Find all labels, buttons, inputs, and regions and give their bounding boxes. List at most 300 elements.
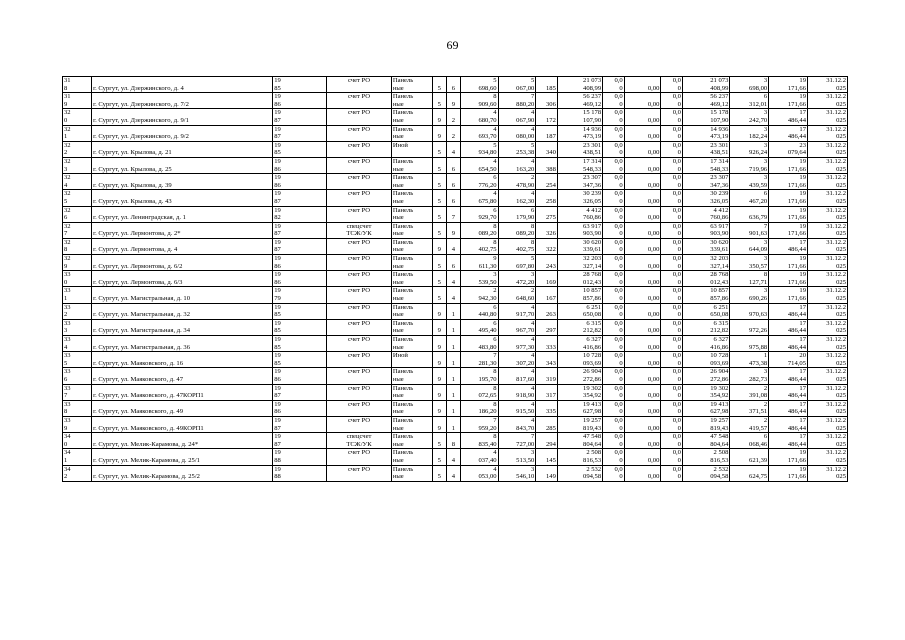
cell-text: 416,86 (710, 343, 729, 351)
cell-text: 486,44 (787, 440, 806, 448)
table-row (63, 271, 848, 287)
table-cell-apt (536, 416, 558, 432)
table-cell-g1 (682, 255, 729, 271)
table-cell-j1 (808, 433, 848, 449)
cell-text: счет РО (347, 206, 371, 214)
table-cell-g1 (682, 271, 729, 287)
cell-text: 171,66 (787, 262, 806, 270)
table-cell-mat1 (391, 141, 432, 157)
cell-text: 0 (677, 295, 681, 303)
cell-text: 15 178 (583, 109, 602, 117)
cell-text: 171,66 (787, 214, 806, 222)
cell-text: 212,82 (583, 327, 602, 335)
table-cell-n1 (63, 303, 92, 319)
cell-text: 2 (451, 116, 455, 124)
cell-text: 0 (677, 116, 681, 124)
cell-text: 025 (836, 230, 846, 238)
table-row (63, 319, 848, 335)
table-cell-j1 (808, 93, 848, 109)
cell-text: 19 (274, 449, 281, 457)
table-row (63, 255, 848, 271)
table-cell-mat1 (391, 255, 432, 271)
table-cell-b1 (498, 400, 536, 416)
cell-text: 0,00 (647, 392, 660, 400)
cell-text: 31.12.2 (826, 368, 846, 376)
table-cell-b1 (498, 93, 536, 109)
cell-text: 19 (274, 271, 281, 279)
table-cell-i1 (769, 400, 808, 416)
cell-text: 32 (64, 222, 71, 230)
cell-text: 8 (493, 384, 497, 392)
table-cell-e (624, 125, 661, 141)
cell-text: 053,00 (478, 473, 497, 481)
cell-text: 546,10 (516, 473, 535, 481)
cell-text: 880,20 (516, 100, 535, 108)
cell-text: 0,0 (672, 238, 681, 246)
cell-text: 486,44 (787, 408, 806, 416)
table-cell-e (624, 336, 661, 352)
cell-text: 6 (531, 206, 535, 214)
cell-text: 19 (274, 93, 281, 101)
cell-text: Панель (392, 190, 414, 198)
cell-text: 88 (274, 456, 281, 464)
cell-text: Иной (392, 141, 408, 149)
table-cell-b1 (498, 271, 536, 287)
cell-text: 4 412 (586, 206, 602, 214)
cell-text: 0 (619, 456, 623, 464)
table-cell-y1 (273, 255, 327, 271)
cell-text: 6 (493, 206, 497, 214)
table-cell-n1 (63, 271, 92, 287)
table-cell-y1 (273, 238, 327, 254)
table-cell-d1 (603, 238, 625, 254)
table-cell-fund (327, 222, 392, 238)
table-cell-en (446, 384, 460, 400)
cell-text: 23 301 (583, 141, 602, 149)
cell-text: 4 (493, 109, 497, 117)
cell-text: 5 (531, 141, 535, 149)
table-cell-y1 (273, 190, 327, 206)
table-cell-h1 (730, 416, 769, 432)
table-cell-d1 (603, 400, 625, 416)
table-cell-f1 (661, 206, 683, 222)
table-cell-h1 (730, 125, 769, 141)
cell-text: счет РО (347, 352, 371, 360)
cell-text: 0 (619, 214, 623, 222)
cell-text: 037,40 (478, 456, 497, 464)
cell-text (328, 149, 390, 157)
page-number: 69 (446, 38, 459, 52)
cell-text: 903,90 (710, 230, 729, 238)
table-row (63, 416, 848, 432)
cell-text: 7 (493, 352, 497, 360)
cell-text: 272,86 (583, 375, 602, 383)
cell-text: 23 (799, 141, 806, 149)
cell-text: 025 (836, 424, 846, 432)
cell-text: 32 (64, 157, 71, 165)
table-cell-j1 (808, 319, 848, 335)
cell-text: 0,0 (672, 141, 681, 149)
cell-text: счет РО (347, 336, 371, 343)
cell-text: 19 (274, 125, 281, 133)
table-cell-j1 (808, 287, 848, 303)
cell-text: 698,60 (478, 84, 497, 92)
table-cell-h1 (730, 77, 769, 93)
cell-text: 486,44 (787, 392, 806, 400)
cell-text: 5 (437, 262, 441, 270)
cell-text: 0,0 (672, 77, 681, 84)
cell-text: 0 (677, 84, 681, 92)
cell-text: 857,86 (710, 295, 729, 303)
table-cell-b1 (498, 77, 536, 93)
table-cell-apt (536, 157, 558, 173)
table-cell-g1 (682, 303, 729, 319)
cell-text: 20 (799, 352, 806, 360)
cell-text: 31.12.2 (826, 465, 846, 473)
table-cell-e (624, 352, 661, 368)
cell-text: 23 307 (583, 174, 602, 182)
table-cell-fund (327, 303, 392, 319)
cell-text (328, 263, 390, 271)
table-cell-fund (327, 174, 392, 190)
cell-text: 0 (619, 181, 623, 189)
table-cell-fl (432, 222, 446, 238)
table-cell-c1 (557, 449, 602, 465)
cell-text: 804,64 (583, 440, 602, 448)
table-cell-c1 (557, 433, 602, 449)
cell-text: 33 (64, 384, 71, 392)
table-cell-h1 (730, 368, 769, 384)
cell-text: 335 (545, 408, 556, 416)
cell-text: 19 (799, 287, 806, 295)
table-row (63, 206, 848, 222)
cell-text: 85 (274, 149, 281, 157)
cell-text: 32 (64, 206, 71, 214)
cell-text: 4 (531, 416, 535, 424)
cell-text: 650,08 (710, 311, 729, 319)
cell-text: 2 (763, 400, 768, 408)
cell-text: 4 (493, 465, 497, 473)
cell-text: 0,0 (672, 400, 681, 408)
table-cell-fl (432, 190, 446, 206)
table-cell-fl (432, 238, 446, 254)
cell-text: 0,0 (614, 400, 623, 408)
cell-text: 624,75 (749, 473, 768, 481)
table-cell-mat1 (391, 109, 432, 125)
table-cell-h1 (730, 109, 769, 125)
cell-text: ные (392, 295, 404, 303)
cell-text: счет РО (347, 303, 371, 311)
cell-text: 0,0 (614, 433, 623, 441)
cell-text: 19 (274, 303, 281, 311)
table-cell-en (446, 465, 460, 481)
cell-text: 3 (493, 271, 497, 279)
cell-text: 17 (799, 416, 806, 424)
table-cell-mat1 (391, 238, 432, 254)
cell-text: 19 413 (583, 400, 602, 408)
cell-text: 17 (799, 368, 806, 376)
cell-text: 1 (451, 327, 455, 335)
table-cell-apt (536, 77, 558, 93)
table-cell-f1 (661, 271, 683, 287)
table-cell-mat1 (391, 400, 432, 416)
cell-text: 85 (274, 343, 281, 351)
table-cell-c1 (557, 319, 602, 335)
cell-text: 31.12.2 (826, 255, 846, 263)
cell-text: 6 (493, 174, 497, 182)
cell-text: 2 508 (586, 449, 602, 457)
table-cell-address (92, 287, 273, 303)
cell-text: 87 (274, 440, 281, 448)
table-cell-b1 (498, 384, 536, 400)
table-cell-c1 (557, 109, 602, 125)
cell-text: 28 768 (583, 271, 602, 279)
cell-text: 6 251 (586, 303, 602, 311)
cell-text: 0 (677, 424, 681, 432)
table-cell-y1 (273, 109, 327, 125)
table-cell-fund (327, 125, 392, 141)
table-cell-j1 (808, 384, 848, 400)
table-cell-fl (432, 368, 446, 384)
cell-text: 8 (493, 400, 497, 408)
cell-text: 6 (493, 319, 497, 327)
table-cell-d1 (603, 157, 625, 173)
cell-text: счет РО (347, 384, 371, 392)
cell-text: 486,44 (787, 424, 806, 432)
table-cell-i1 (769, 77, 808, 93)
cell-text: 7 (451, 214, 455, 222)
table-cell-n1 (63, 93, 92, 109)
cell-text: 3 (531, 271, 535, 279)
cell-text: 19 (799, 222, 806, 230)
table-cell-c1 (557, 141, 602, 157)
table-cell-a1 (460, 77, 498, 93)
table-cell-e (624, 255, 661, 271)
cell-text: 371,51 (749, 408, 768, 416)
table-cell-apt (536, 190, 558, 206)
table-cell-i1 (769, 433, 808, 449)
cell-text: Панель (392, 174, 414, 182)
cell-text: счет РО (347, 141, 371, 149)
table-cell-mat1 (391, 368, 432, 384)
cell-text: Панель (392, 465, 414, 473)
cell-text: 169 (545, 278, 556, 286)
table-cell-mat1 (391, 336, 432, 352)
table-cell-b1 (498, 190, 536, 206)
cell-text: 408,99 (710, 84, 729, 92)
table-cell-i1 (769, 174, 808, 190)
cell-text: 3 (531, 449, 535, 457)
cell-text: 0 (677, 359, 681, 367)
cell-text: Панель (392, 271, 414, 279)
cell-text: 8 (64, 246, 68, 254)
cell-text: 31.12.2 (826, 271, 846, 279)
cell-text: 4 (531, 352, 535, 360)
cell-text: Панель (392, 93, 414, 101)
cell-text: 33 (64, 368, 71, 376)
cell-text: 7 (531, 433, 535, 441)
cell-text: 31.12.2 (826, 287, 846, 295)
cell-text: 17 (799, 433, 806, 441)
cell-text: 326,05 (583, 197, 602, 205)
cell-text: 0,00 (647, 165, 660, 173)
table-cell-g1 (682, 141, 729, 157)
cell-text: 4 (493, 157, 497, 165)
table-cell-y1 (273, 368, 327, 384)
table-cell-f1 (661, 77, 683, 93)
cell-text: счет РО (347, 77, 371, 84)
cell-text: 31.12.2 (826, 174, 846, 182)
cell-text: ные (392, 311, 404, 319)
table-row (63, 449, 848, 465)
table-cell-n1 (63, 174, 92, 190)
cell-text: 0,0 (672, 206, 681, 214)
cell-text: г. Сургут, ул. Мелик-Карамова, д. 25/1 (93, 456, 200, 464)
table-cell-a1 (460, 157, 498, 173)
table-cell-address (92, 449, 273, 465)
cell-text: 14 936 (710, 125, 729, 133)
cell-text: 19 (274, 222, 281, 230)
cell-text: 19 (799, 93, 806, 101)
table-cell-j1 (808, 400, 848, 416)
cell-text: 19 (274, 109, 281, 117)
cell-text: 47 548 (583, 433, 602, 441)
cell-text: 4 (451, 473, 455, 481)
table-cell-fl (432, 93, 446, 109)
cell-text: 347,36 (710, 181, 729, 189)
cell-text: 0,00 (647, 375, 660, 383)
table-cell-h1 (730, 287, 769, 303)
cell-text: ТСЖ/УК (346, 230, 372, 238)
cell-text: Панель (392, 416, 414, 424)
cell-text: 3 (763, 125, 768, 133)
table-cell-a1 (460, 93, 498, 109)
cell-text: 0,00 (647, 116, 660, 124)
cell-text: 9 (437, 408, 441, 416)
cell-text: 0 (64, 116, 68, 124)
cell-text: ные (392, 214, 404, 222)
cell-text: Панель (392, 222, 414, 230)
cell-text: 0,0 (672, 109, 681, 117)
cell-text: г. Сургут, ул. Магистральная, д. 32 (93, 311, 190, 319)
table-cell-b1 (498, 157, 536, 173)
table-cell-e (624, 287, 661, 303)
table-cell-b1 (498, 352, 536, 368)
table-cell-n1 (63, 222, 92, 238)
cell-text: 419,57 (749, 424, 768, 432)
table-cell-i1 (769, 141, 808, 157)
table-cell-d1 (603, 271, 625, 287)
table-cell-en (446, 238, 460, 254)
table-cell-apt (536, 206, 558, 222)
table-cell-j1 (808, 368, 848, 384)
table-cell-y1 (273, 400, 327, 416)
cell-text: 0,0 (672, 449, 681, 457)
cell-text: 322 (545, 246, 556, 254)
cell-text: 171,66 (787, 230, 806, 238)
table-cell-c1 (557, 190, 602, 206)
cell-text: 440,80 (478, 311, 497, 319)
cell-text (328, 279, 390, 287)
table-cell-d1 (603, 449, 625, 465)
cell-text: 7 (493, 416, 497, 424)
cell-text: 934,80 (478, 149, 497, 157)
cell-text: 6 (451, 197, 455, 205)
cell-text: 816,53 (583, 456, 602, 464)
cell-text: 19 (274, 238, 281, 246)
table-cell-c1 (557, 287, 602, 303)
cell-text: 5 (437, 149, 441, 157)
cell-text: 675,80 (478, 197, 497, 205)
cell-text (328, 392, 390, 400)
table-row (63, 465, 848, 481)
cell-text: 5 (437, 440, 441, 448)
cell-text: 19 257 (710, 416, 729, 424)
cell-text: 3 (763, 77, 768, 84)
cell-text: 0,0 (614, 368, 623, 376)
cell-text: 32 (64, 174, 71, 182)
cell-text: 388 (545, 165, 556, 173)
cell-text: 473,19 (710, 133, 729, 141)
table-cell-n1 (63, 255, 92, 271)
table-cell-y1 (273, 303, 327, 319)
table-cell-f1 (661, 400, 683, 416)
cell-text: Панель (392, 368, 414, 376)
cell-text: 4 (531, 319, 535, 327)
cell-text: 472,20 (516, 278, 535, 286)
cell-text: 0,00 (647, 278, 660, 286)
cell-text: 0 (677, 375, 681, 383)
cell-text: 636,79 (749, 214, 768, 222)
cell-text: 926,24 (749, 149, 768, 157)
table-cell-apt (536, 109, 558, 125)
table-cell-a1 (460, 303, 498, 319)
cell-text: 32 (64, 109, 71, 117)
table-cell-j1 (808, 174, 848, 190)
cell-text: 4 (451, 149, 455, 157)
table-cell-i1 (769, 109, 808, 125)
cell-text: 067,90 (516, 116, 535, 124)
table-cell-fund (327, 157, 392, 173)
cell-text: 4 (531, 384, 535, 392)
cell-text: 0 (619, 149, 623, 157)
cell-text: 760,86 (710, 214, 729, 222)
cell-text: 33 (64, 271, 71, 279)
cell-text: 012,43 (583, 278, 602, 286)
cell-text: 19 (274, 141, 281, 149)
table-cell-apt (536, 433, 558, 449)
cell-text: 0,0 (614, 206, 623, 214)
table-row (63, 352, 848, 368)
cell-text: счет РО (347, 157, 371, 165)
table-cell-c1 (557, 93, 602, 109)
cell-text: 30 620 (710, 238, 729, 246)
table-cell-g1 (682, 109, 729, 125)
table-cell-a1 (460, 368, 498, 384)
table-cell-f1 (661, 93, 683, 109)
cell-text: 187 (545, 133, 556, 141)
cell-text: 0 (677, 133, 681, 141)
table-cell-i1 (769, 190, 808, 206)
table-cell-n1 (63, 449, 92, 465)
cell-text: 025 (836, 181, 846, 189)
table-cell-d1 (603, 416, 625, 432)
cell-text: 9 (437, 116, 441, 124)
table-cell-b1 (498, 222, 536, 238)
cell-text: 438,51 (583, 149, 602, 157)
cell-text: 1 (451, 343, 455, 351)
cell-text: 162,30 (516, 197, 535, 205)
